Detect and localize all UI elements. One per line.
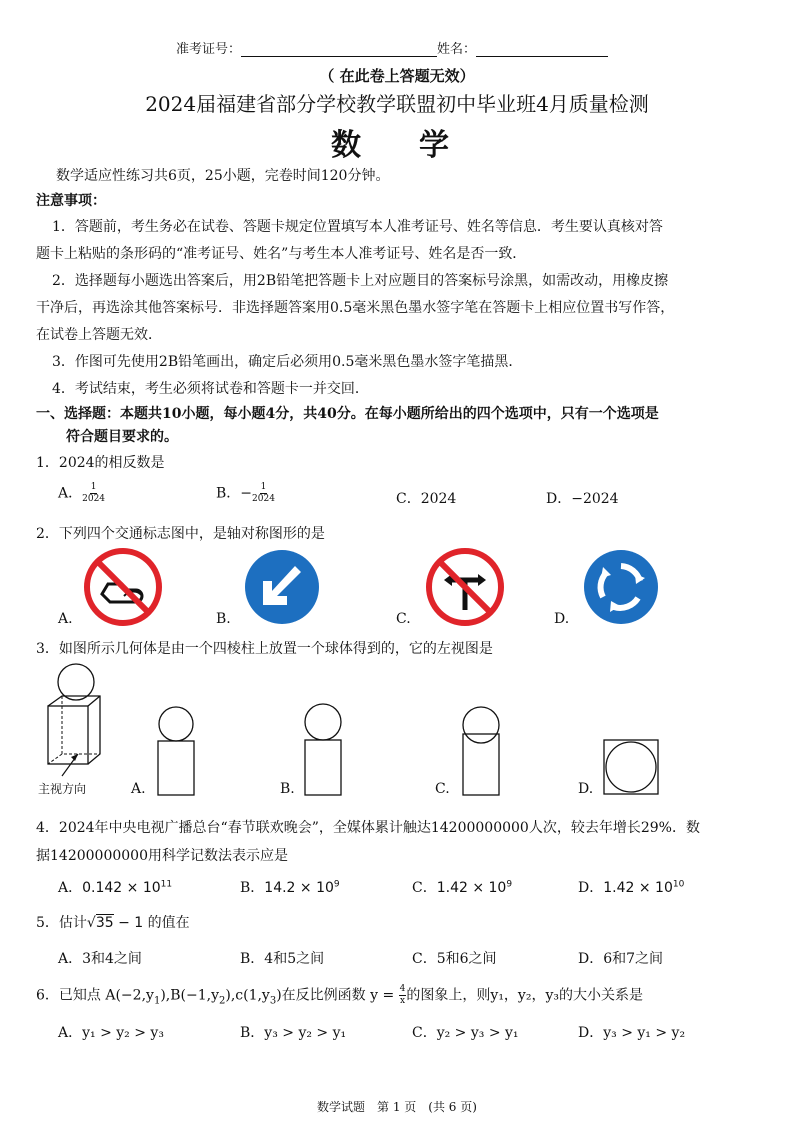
q3-option-c-figure: [456, 700, 506, 796]
q5-option-d[interactable]: D．6和7之间: [578, 951, 664, 967]
q4-stem-cont: 据14200000000用科学记数法表示应是: [36, 848, 288, 864]
intro: 数学适应性练习共6页，25小题，完卷时间120分钟。: [56, 168, 390, 184]
q1-option-d[interactable]: D．−2024: [546, 491, 619, 507]
q1-stem: 1．2024的相反数是: [36, 455, 165, 471]
q3-label-b[interactable]: B.: [280, 781, 295, 797]
q6-option-d[interactable]: D．y₃ > y₁ > y₂: [578, 1025, 686, 1041]
fraction: $\frac{1}{2024}$: [252, 482, 275, 504]
q3-option-a-figure: [151, 700, 201, 796]
view-direction-caption: 主视方向: [38, 782, 87, 796]
q3-label-d[interactable]: D.: [578, 781, 594, 797]
q4-option-d[interactable]: D．$1.42 \times 10^{10}$: [578, 879, 685, 896]
keep-left-sign: [243, 548, 321, 626]
id-blank[interactable]: [241, 42, 437, 57]
q3-label-a[interactable]: A.: [131, 781, 146, 797]
section-heading: 一、选择题：本题共10小题，每小题4分，共40分。在每小题所给出的四个选项中，只有一个选项是: [36, 406, 659, 422]
note-line: 干净后，再选涂其他答案标号．非选择题答案用0.5毫米黑色墨水签字笔在答题卡上相应位置书写作答，: [36, 300, 675, 316]
q5-option-c[interactable]: C．5和6之间: [412, 951, 497, 967]
q5-option-a[interactable]: A．3和4之间: [58, 951, 142, 967]
page-footer: 数学试题 第 1 页 (共 6 页): [317, 1100, 477, 1114]
q6-option-c[interactable]: C．y₂ > y₃ > y₁: [412, 1025, 519, 1041]
id-label: 准考证号：: [176, 42, 242, 57]
exam-title: 2024届福建省部分学校教学联盟初中毕业班4月质量检测: [145, 92, 649, 116]
q2-stem: 2．下列四个交通标志图中，是轴对称图形的是: [36, 526, 325, 542]
name-label: 姓名：: [437, 42, 477, 57]
q2-label-a[interactable]: A.: [58, 611, 73, 627]
q2-label-d[interactable]: D.: [554, 611, 570, 627]
q6-option-b[interactable]: B．y₃ > y₂ > y₁: [240, 1025, 347, 1041]
roundabout-sign: [582, 548, 660, 626]
note-line: 3．作图可先使用2B铅笔画出，确定后必须用0.5毫米黑色墨水签字笔描黑．: [52, 354, 523, 370]
note-line: 题卡上粘贴的条形码的“准考证号、姓名”与考生本人准考证号、姓名是否一致．: [36, 246, 527, 262]
q4-option-c[interactable]: C．$1.42 \times 10^9$: [412, 879, 513, 896]
candidate-header: [176, 38, 608, 57]
q3-stem: 3．如图所示几何体是由一个四棱柱上放置一个球体得到的，它的左视图是: [36, 641, 493, 657]
name-blank[interactable]: [476, 42, 608, 57]
q5-stem: 5．估计√35 − 1 的值在: [36, 915, 190, 931]
fraction: $\frac{1}{2024}$: [82, 482, 106, 504]
no-turn-sign: [426, 548, 504, 626]
q4-option-a[interactable]: A．$0.142 \times 10^{11}$: [58, 879, 173, 896]
q2-label-c[interactable]: C.: [396, 611, 411, 627]
notes-heading: 注意事项：: [36, 193, 106, 209]
note-line: 4．考试结束，考生必须将试卷和答题卡一并交回．: [52, 381, 369, 397]
sqrt-symbol: √: [86, 915, 96, 931]
note-line: 在试卷上答题无效．: [36, 327, 162, 343]
q1-option-b[interactable]: B．− $\frac{1}{2024}$: [216, 482, 275, 504]
q5-option-b[interactable]: B．4和5之间: [240, 951, 325, 967]
q6-stem: 6．已知点 $A(-2,y_1),B(-1,y_2),c(1,y_3)$在反比例函数 y = $\frac{4}{x}$ 的图象上，则y₁，y₂，y₃的大小关系是: [36, 984, 643, 1007]
no-honking-sign: [84, 548, 162, 626]
fraction: $\frac{4}{x}$: [399, 984, 406, 1006]
q4-stem: 4．2024年中央电视广播总台“春节联欢晚会”，全媒体累计触达14200000000人次，较去年增长29%．数: [36, 820, 700, 836]
section-heading-cont: 符合题目要求的。: [66, 429, 178, 445]
q2-label-b[interactable]: B.: [216, 611, 231, 627]
geometry-3d-figure: [42, 660, 122, 780]
q1-option-a[interactable]: A． $\frac{1}{2024}$: [58, 482, 106, 504]
q3-option-d-figure: [602, 738, 660, 796]
q3-label-c[interactable]: C.: [435, 781, 450, 797]
note-line: 2．选择题每小题选出答案后，用2B铅笔把答题卡上对应题目的答案标号涂黑，如需改动，用橡皮擦: [52, 273, 669, 289]
subject-title: 数 学: [331, 128, 463, 163]
notice: （ 在此卷上答题无效）: [319, 67, 475, 85]
q3-option-b-figure: [298, 700, 348, 796]
note-line: 1．答题前，考生务必在试卷、答题卡规定位置填写本人准考证号、姓名等信息．考生要认真核对答: [52, 219, 663, 235]
q6-option-a[interactable]: A．y₁ > y₂ > y₃: [58, 1025, 164, 1041]
q4-option-b[interactable]: B．$14.2 \times 10^9$: [240, 879, 340, 896]
q1-option-c[interactable]: C．2024: [396, 491, 457, 507]
